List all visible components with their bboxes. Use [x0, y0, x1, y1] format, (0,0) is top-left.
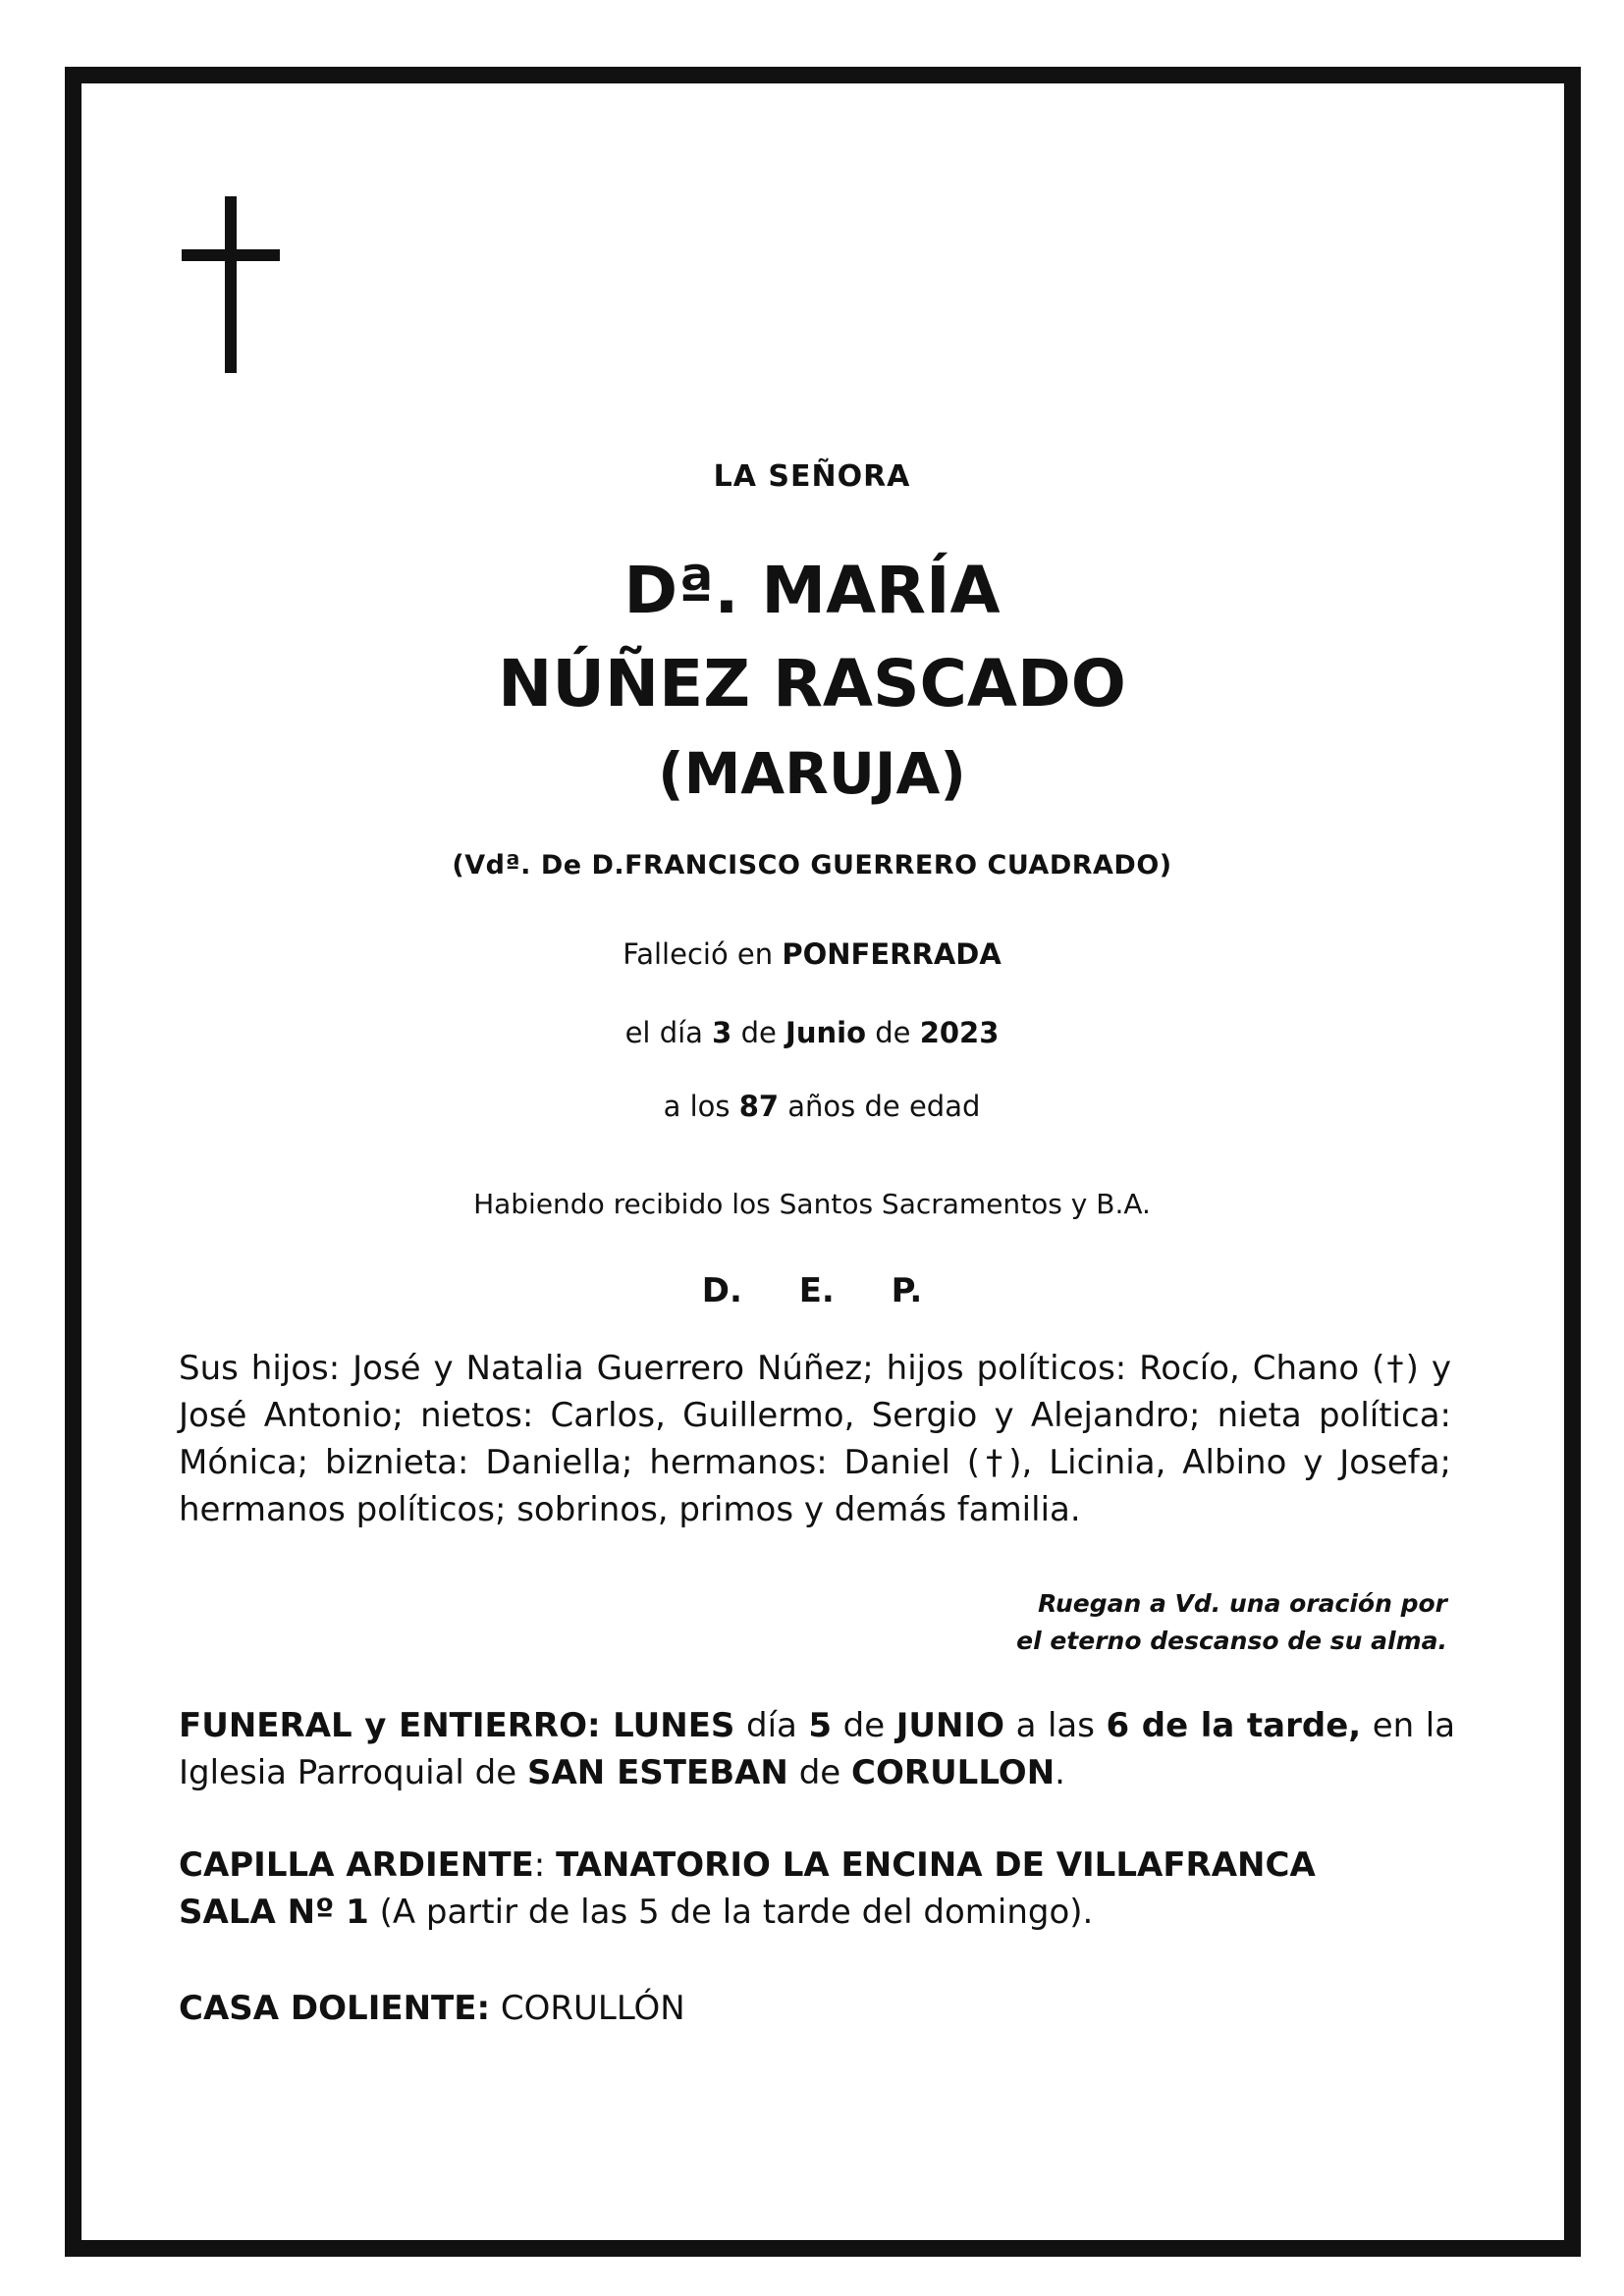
age-prefix: a los — [663, 1090, 731, 1123]
funeral-church: SAN ESTEBAN — [526, 1753, 788, 1792]
funeral-village: CORULLON — [851, 1753, 1056, 1792]
sacraments-note: Habiendo recibido los Santos Sacramentos y B.A. — [473, 1188, 1151, 1220]
funeral-de-2: de — [798, 1753, 841, 1792]
funeral-info — [179, 1702, 1455, 1796]
funeral-month: JUNIO — [895, 1706, 1004, 1745]
died-prefix: Falleció en — [623, 937, 774, 971]
casa-doliente — [179, 1985, 1455, 2032]
prayer-request — [179, 1585, 1447, 1660]
funeral-en-la: en la Iglesia Parroquial de — [179, 1706, 1456, 1792]
date-de-2: de — [875, 1016, 911, 1049]
capilla-room: SALA Nº 1 — [179, 1893, 369, 1932]
death-date — [0, 1013, 1624, 1052]
capilla-colon: : — [533, 1845, 546, 1885]
death-year: 2023 — [919, 1016, 1000, 1049]
death-place — [0, 934, 1624, 974]
capilla-info — [179, 1842, 1455, 1936]
death-day: 3 — [712, 1016, 732, 1049]
capilla-place: TANATORIO LA ENCINA DE VILLAFRANCA — [556, 1845, 1316, 1885]
prayer-line-1: Ruegan a Vd. una oración por — [1038, 1589, 1447, 1618]
capilla-note: (A partir de las 5 de la tarde del domingo). — [379, 1893, 1094, 1932]
casa-label: CASA DOLIENTE: — [179, 1989, 491, 2028]
funeral-end: . — [1055, 1753, 1065, 1792]
widow-of: (Vdª. De D.FRANCISCO GUERRERO CUADRADO) — [452, 850, 1172, 881]
deceased-name-line1: Dª. MARÍA — [623, 553, 1001, 628]
death-age — [10, 1087, 1624, 1126]
age-suffix: años de edad — [787, 1090, 981, 1123]
funeral-dia: día — [745, 1706, 797, 1745]
deceased-nickname: (MARUJA) — [658, 740, 966, 807]
funeral-time: 6 de la tarde, — [1106, 1706, 1362, 1745]
title-intro: LA SEÑORA — [713, 459, 911, 494]
prayer-line-2: el eterno descanso de su alma. — [1016, 1627, 1447, 1655]
funeral-de-1: de — [842, 1706, 886, 1745]
funeral-a-las: a las — [1015, 1706, 1095, 1745]
family-list: Sus hijos: José y Natalia Guerrero Núñez; hijos políticos: Rocío, Chano (†) y José Antonio; nietos: Carlos, Guillermo, Sergio y Alejandro; nieta política: Mónica; biznieta: Daniella; hermanos: Daniel (†), Licinia, Albino y Josefa; hermanos políticos; sobrinos, primos y demás familia. — [179, 1349, 1451, 1529]
dep-initials: D. E. P. — [701, 1271, 923, 1310]
casa-place: CORULLÓN — [500, 1989, 685, 2028]
deceased-name-line2: NÚÑEZ RASCADO — [498, 646, 1126, 721]
death-place-value: PONFERRADA — [782, 937, 1001, 971]
capilla-label: CAPILLA ARDIENTE — [179, 1845, 534, 1885]
age-value: 87 — [738, 1090, 780, 1123]
date-de-1: de — [740, 1016, 777, 1049]
death-month: Junio — [785, 1016, 866, 1049]
funeral-label: FUNERAL y ENTIERRO: LUNES — [179, 1706, 735, 1745]
date-prefix: el día — [624, 1016, 703, 1049]
cross-icon — [182, 196, 280, 373]
funeral-day: 5 — [808, 1706, 833, 1745]
